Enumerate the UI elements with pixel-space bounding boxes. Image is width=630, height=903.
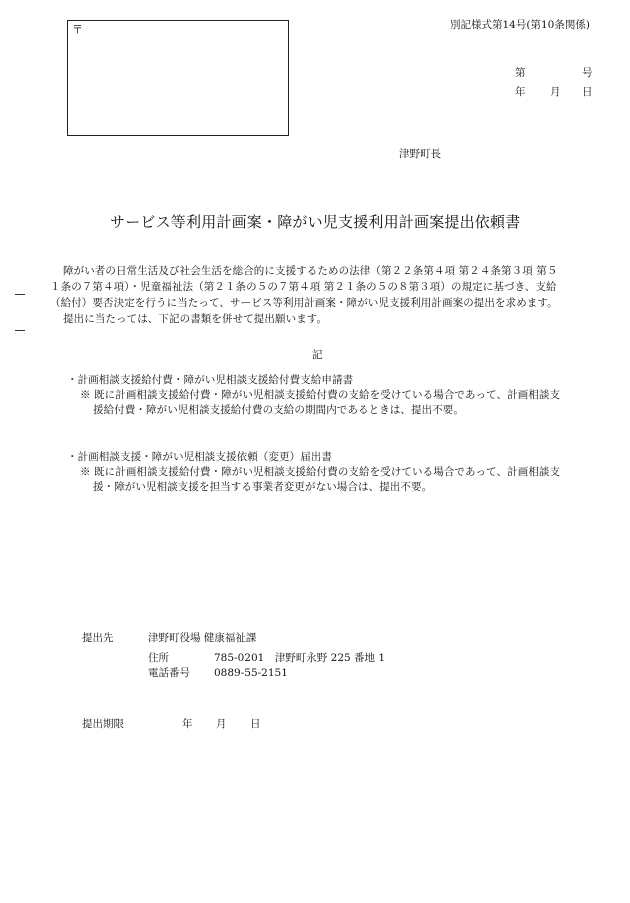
page-title: サービス等利用計画案・障がい児支援利用計画案提出依頼書: [110, 213, 521, 231]
postal-mark: 〒: [72, 23, 83, 36]
body-line-4: 提出に当たっては、下記の書類を併せて提出願います。: [63, 313, 328, 325]
margin-mark: [15, 330, 25, 331]
item-note: 援・障がい児相談支援を担当する事業者変更がない場合は、提出不要。: [93, 481, 433, 493]
deadline-day: 日: [250, 718, 261, 730]
phone-label: 電話番号: [148, 667, 190, 679]
margin-mark: [15, 294, 25, 295]
address-label: 住所: [148, 652, 169, 664]
submit-to-office: 津野町役場 健康福祉課: [148, 632, 257, 644]
deadline-month: 月: [216, 718, 227, 730]
item-note: ※ 既に計画相談支援給付費・障がい児相談支援給付費の支給を受けている場合であって、計画相談支: [80, 389, 561, 401]
body-line-3: （給付）要否決定を行うに当たって、サービス等利用計画案・障がい児支援利用計画案の提出を求めます。: [50, 297, 558, 309]
item-note: ※ 既に計画相談支援給付費・障がい児相談支援給付費の支給を受けている場合であって、計画相談支: [80, 466, 561, 478]
deadline-year: 年: [182, 718, 193, 730]
doc-date-month: 月: [550, 86, 561, 98]
ki-heading: 記: [312, 349, 323, 361]
doc-number-dai: 第: [515, 67, 526, 79]
form-number: 別記様式第14号(第10条関係): [450, 19, 590, 31]
sender: 津野町長: [399, 148, 441, 160]
doc-date-year: 年: [515, 86, 526, 98]
deadline-label: 提出期限: [82, 718, 124, 730]
body-line-2: １条の７第４項）・児童福祉法（第２１条の５の７第４項 第２１条の５の８第３項）の規定に基づき、支給: [50, 281, 557, 293]
address-value: 785-0201 津野町永野 225 番地 1: [214, 652, 386, 664]
doc-number-go: 号: [582, 67, 593, 79]
item-note: 援給付費・障がい児相談支援給付費の支給の期間内であるときは、提出不要。: [93, 404, 464, 416]
doc-date-day: 日: [582, 86, 593, 98]
item-heading: ・計画相談支援給付費・障がい児相談支援給付費支給申請書: [67, 374, 354, 386]
item-heading: ・計画相談支援・障がい児相談支援依頼（変更）届出書: [67, 451, 332, 463]
phone-value: 0889-55-2151: [214, 667, 288, 679]
address-box: [67, 20, 289, 136]
body-line-1: 障がい者の日常生活及び社会生活を総合的に支援するための法律（第２２条第４項 第２４条第３項 第５: [63, 265, 558, 277]
submit-to-label: 提出先: [82, 632, 114, 644]
